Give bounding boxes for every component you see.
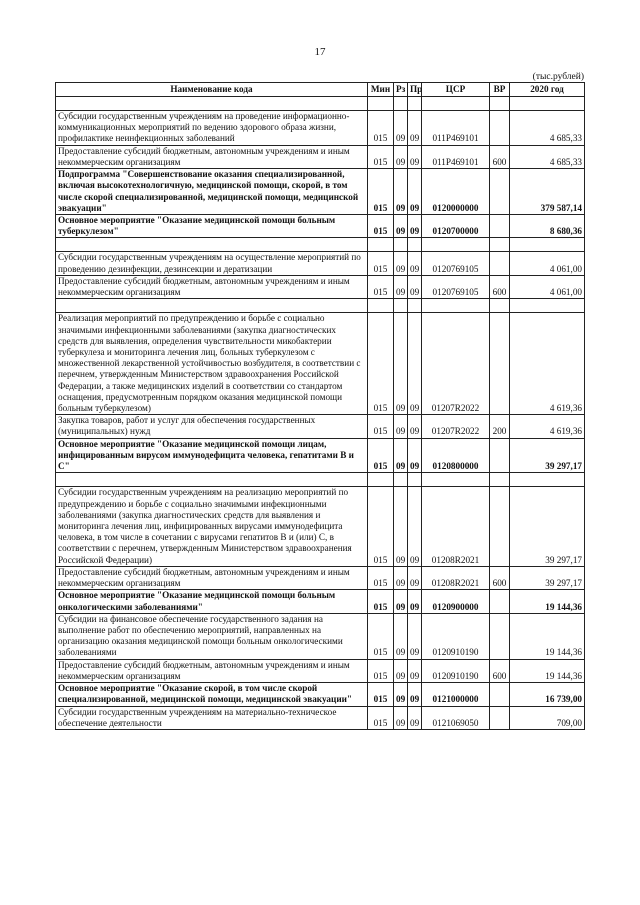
row-amount: 39 297,17 [510, 566, 585, 589]
table-row [56, 659, 585, 682]
empty-cell [422, 238, 490, 252]
header-min: Мин [368, 83, 394, 97]
row-min: 015 [368, 415, 394, 438]
row-min: 015 [368, 252, 394, 275]
empty-cell [510, 299, 585, 313]
header-name: Наименование кода [56, 83, 368, 97]
row-name: Основное мероприятие "Оказание медицинской помощи больным онкологическими заболеваниями" [56, 590, 368, 613]
row-amount: 4 619,36 [510, 313, 585, 415]
row-rz: 09 [394, 613, 408, 659]
row-amount: 4 061,00 [510, 252, 585, 275]
row-csr: 011Р469101 [422, 145, 490, 168]
row-amount: 39 297,17 [510, 438, 585, 473]
table-row [56, 613, 585, 659]
empty-cell [408, 238, 422, 252]
row-csr: 0120769105 [422, 252, 490, 275]
empty-cell [56, 473, 368, 487]
row-min: 015 [368, 145, 394, 168]
row-pr: 09 [408, 111, 422, 146]
row-vr [490, 252, 510, 275]
table-row [56, 214, 585, 237]
table-row [56, 415, 585, 438]
empty-cell [394, 238, 408, 252]
row-vr: 600 [490, 659, 510, 682]
row-amount: 4 685,33 [510, 145, 585, 168]
empty-cell [368, 473, 394, 487]
empty-cell [56, 299, 368, 313]
empty-cell [490, 97, 510, 111]
row-min: 015 [368, 111, 394, 146]
row-pr: 09 [408, 487, 422, 567]
row-pr: 09 [408, 590, 422, 613]
row-amount: 4 061,00 [510, 275, 585, 298]
row-csr: 0121069050 [422, 706, 490, 729]
table-row [56, 111, 585, 146]
row-name: Субсидии на финансовое обеспечение государственного задания на выполнение работ по обеспечению мероприятий, направленных на организацию оказания медицинской помощи больным онкологическими заболеваниями [56, 613, 368, 659]
row-vr [490, 613, 510, 659]
row-name: Субсидии государственным учреждениям на материально-техническое обеспечение деятельности [56, 706, 368, 729]
row-rz: 09 [394, 275, 408, 298]
row-vr: 600 [490, 275, 510, 298]
header-rz: Рз [394, 83, 408, 97]
row-amount: 379 587,14 [510, 169, 585, 215]
empty-cell [408, 473, 422, 487]
row-csr: 0120910190 [422, 659, 490, 682]
row-amount: 39 297,17 [510, 487, 585, 567]
row-amount: 16 739,00 [510, 683, 585, 706]
row-vr: 200 [490, 415, 510, 438]
row-pr: 09 [408, 169, 422, 215]
row-rz: 09 [394, 659, 408, 682]
row-name: Закупка товаров, работ и услуг для обеспечения государственных (муниципальных) нужд [56, 415, 368, 438]
row-min: 015 [368, 214, 394, 237]
row-min: 015 [368, 313, 394, 415]
table-row [56, 438, 585, 473]
unit-label: (тыс.рублей) [532, 72, 584, 82]
row-name: Основное мероприятие "Оказание медицинской помощи лицам, инфицированным вирусом иммунодефицита человека, гепатитами В и С" [56, 438, 368, 473]
row-pr: 09 [408, 313, 422, 415]
row-name: Предоставление субсидий бюджетным, автономным учреждениям и иным некоммерческим организациям [56, 659, 368, 682]
table-row [56, 487, 585, 567]
row-rz: 09 [394, 313, 408, 415]
row-name: Основное мероприятие "Оказание медицинской помощи больным туберкулезом" [56, 214, 368, 237]
row-csr: 01208R2021 [422, 487, 490, 567]
row-vr [490, 169, 510, 215]
row-min: 015 [368, 487, 394, 567]
table-spacer-row [56, 238, 585, 252]
table-row [56, 275, 585, 298]
table-row [56, 252, 585, 275]
row-vr [490, 683, 510, 706]
row-csr: 011Р469101 [422, 111, 490, 146]
row-amount: 19 144,36 [510, 613, 585, 659]
row-rz: 09 [394, 145, 408, 168]
row-rz: 09 [394, 438, 408, 473]
empty-cell [510, 473, 585, 487]
table-spacer-row [56, 299, 585, 313]
row-name: Реализация мероприятий по предупреждению и борьбе с социально значимыми инфекционными заболеваниями (закупка диагностических средств для выявления, определения чувствительности микобактерии туберкулеза и мониторинга лечения лиц, больных туберкулезом с множественной лекарственной устойчивостью возбудителя, в соответствии с перечнем, утвержденным Министерством здравоохранения Российской Федерации, а также медицинских изделий в соответствии со стандартом оснащения, предусмотренным порядком оказания медицинской помощи больным туберкулезом) [56, 313, 368, 415]
row-csr: 0120000000 [422, 169, 490, 215]
row-vr [490, 111, 510, 146]
table-spacer-row [56, 97, 585, 111]
row-name: Субсидии государственным учреждениям на осуществление мероприятий по проведению дезинфекции, дезинсекции и дератизации [56, 252, 368, 275]
row-vr [490, 313, 510, 415]
row-csr: 01207R2022 [422, 415, 490, 438]
row-vr [490, 590, 510, 613]
row-min: 015 [368, 683, 394, 706]
row-vr: 600 [490, 145, 510, 168]
empty-cell [408, 97, 422, 111]
table-row [56, 145, 585, 168]
row-amount: 4 619,36 [510, 415, 585, 438]
table-row [56, 566, 585, 589]
header-year: 2020 год [510, 83, 585, 97]
row-pr: 09 [408, 438, 422, 473]
row-csr: 0120800000 [422, 438, 490, 473]
row-min: 015 [368, 566, 394, 589]
row-pr: 09 [408, 145, 422, 168]
table-spacer-row [56, 473, 585, 487]
row-rz: 09 [394, 487, 408, 567]
row-pr: 09 [408, 415, 422, 438]
row-vr [490, 487, 510, 567]
empty-cell [422, 299, 490, 313]
row-rz: 09 [394, 415, 408, 438]
row-pr: 09 [408, 214, 422, 237]
table-row [56, 706, 585, 729]
table-row [56, 313, 585, 415]
row-vr [490, 438, 510, 473]
empty-cell [394, 97, 408, 111]
table-row [56, 683, 585, 706]
row-amount: 4 685,33 [510, 111, 585, 146]
empty-cell [510, 97, 585, 111]
empty-cell [394, 473, 408, 487]
row-pr: 09 [408, 683, 422, 706]
row-csr: 0120910190 [422, 613, 490, 659]
row-pr: 09 [408, 613, 422, 659]
row-csr: 01208R2021 [422, 566, 490, 589]
row-csr: 0120900000 [422, 590, 490, 613]
header-csr: ЦСР [422, 83, 490, 97]
row-rz: 09 [394, 214, 408, 237]
row-min: 015 [368, 706, 394, 729]
empty-cell [490, 238, 510, 252]
row-pr: 09 [408, 659, 422, 682]
row-csr: 0120769105 [422, 275, 490, 298]
table-row [56, 169, 585, 215]
row-name: Предоставление субсидий бюджетным, автономным учреждениям и иным некоммерческим организациям [56, 275, 368, 298]
row-pr: 09 [408, 566, 422, 589]
row-amount: 19 144,36 [510, 590, 585, 613]
row-rz: 09 [394, 566, 408, 589]
row-amount: 8 680,36 [510, 214, 585, 237]
budget-table [55, 82, 585, 730]
row-name: Субсидии государственным учреждениям на реализацию мероприятий по предупреждению и борьбе с социально значимыми инфекционными заболеваниями (закупка диагностических средств для выявления и мониторинга лечения лиц, инфицированных вирусами иммунодефицита человека, в том числе в сочетании с вирусами гепатитов В и (или) С, в соответствии с перечнем, утвержденным Министерством здравоохранения Российской Федерации) [56, 487, 368, 567]
empty-cell [394, 299, 408, 313]
row-csr: 0120700000 [422, 214, 490, 237]
row-amount: 709,00 [510, 706, 585, 729]
header-vr: ВР [490, 83, 510, 97]
row-rz: 09 [394, 590, 408, 613]
row-name: Предоставление субсидий бюджетным, автономным учреждениям и иным некоммерческим организациям [56, 566, 368, 589]
row-csr: 01207R2022 [422, 313, 490, 415]
header-pr: Пр [408, 83, 422, 97]
empty-cell [368, 299, 394, 313]
empty-cell [56, 238, 368, 252]
empty-cell [490, 473, 510, 487]
row-min: 015 [368, 590, 394, 613]
row-rz: 09 [394, 169, 408, 215]
empty-cell [408, 299, 422, 313]
row-name: Предоставление субсидий бюджетным, автономным учреждениям и иным некоммерческим организациям [56, 145, 368, 168]
row-amount: 19 144,36 [510, 659, 585, 682]
row-min: 015 [368, 169, 394, 215]
row-pr: 09 [408, 275, 422, 298]
table-row [56, 590, 585, 613]
row-rz: 09 [394, 683, 408, 706]
row-vr [490, 214, 510, 237]
empty-cell [368, 238, 394, 252]
row-pr: 09 [408, 252, 422, 275]
empty-cell [490, 299, 510, 313]
empty-cell [368, 97, 394, 111]
row-pr: 09 [408, 706, 422, 729]
empty-cell [422, 97, 490, 111]
row-min: 015 [368, 275, 394, 298]
row-rz: 09 [394, 706, 408, 729]
row-min: 015 [368, 613, 394, 659]
row-vr [490, 706, 510, 729]
empty-cell [56, 97, 368, 111]
row-name: Подпрограмма "Совершенствование оказания специализированной, включая высокотехнологичную, медицинской помощи, скорой, в том числе скорой специализированной, медицинской помощи, медицинской эвакуации" [56, 169, 368, 215]
row-min: 015 [368, 659, 394, 682]
row-csr: 0121000000 [422, 683, 490, 706]
row-vr: 600 [490, 566, 510, 589]
row-rz: 09 [394, 252, 408, 275]
empty-cell [510, 238, 585, 252]
table-header-row [56, 83, 585, 97]
row-rz: 09 [394, 111, 408, 146]
row-name: Субсидии государственным учреждениям на проведение информационно-коммуникационных мероприятий по ведению здорового образа жизни, профилактике неинфекционных заболеваний [56, 111, 368, 146]
row-name: Основное мероприятие "Оказание скорой, в том числе скорой специализированной, медицинской помощи, медицинской эвакуации" [56, 683, 368, 706]
page-number: 17 [314, 46, 326, 58]
row-min: 015 [368, 438, 394, 473]
empty-cell [422, 473, 490, 487]
